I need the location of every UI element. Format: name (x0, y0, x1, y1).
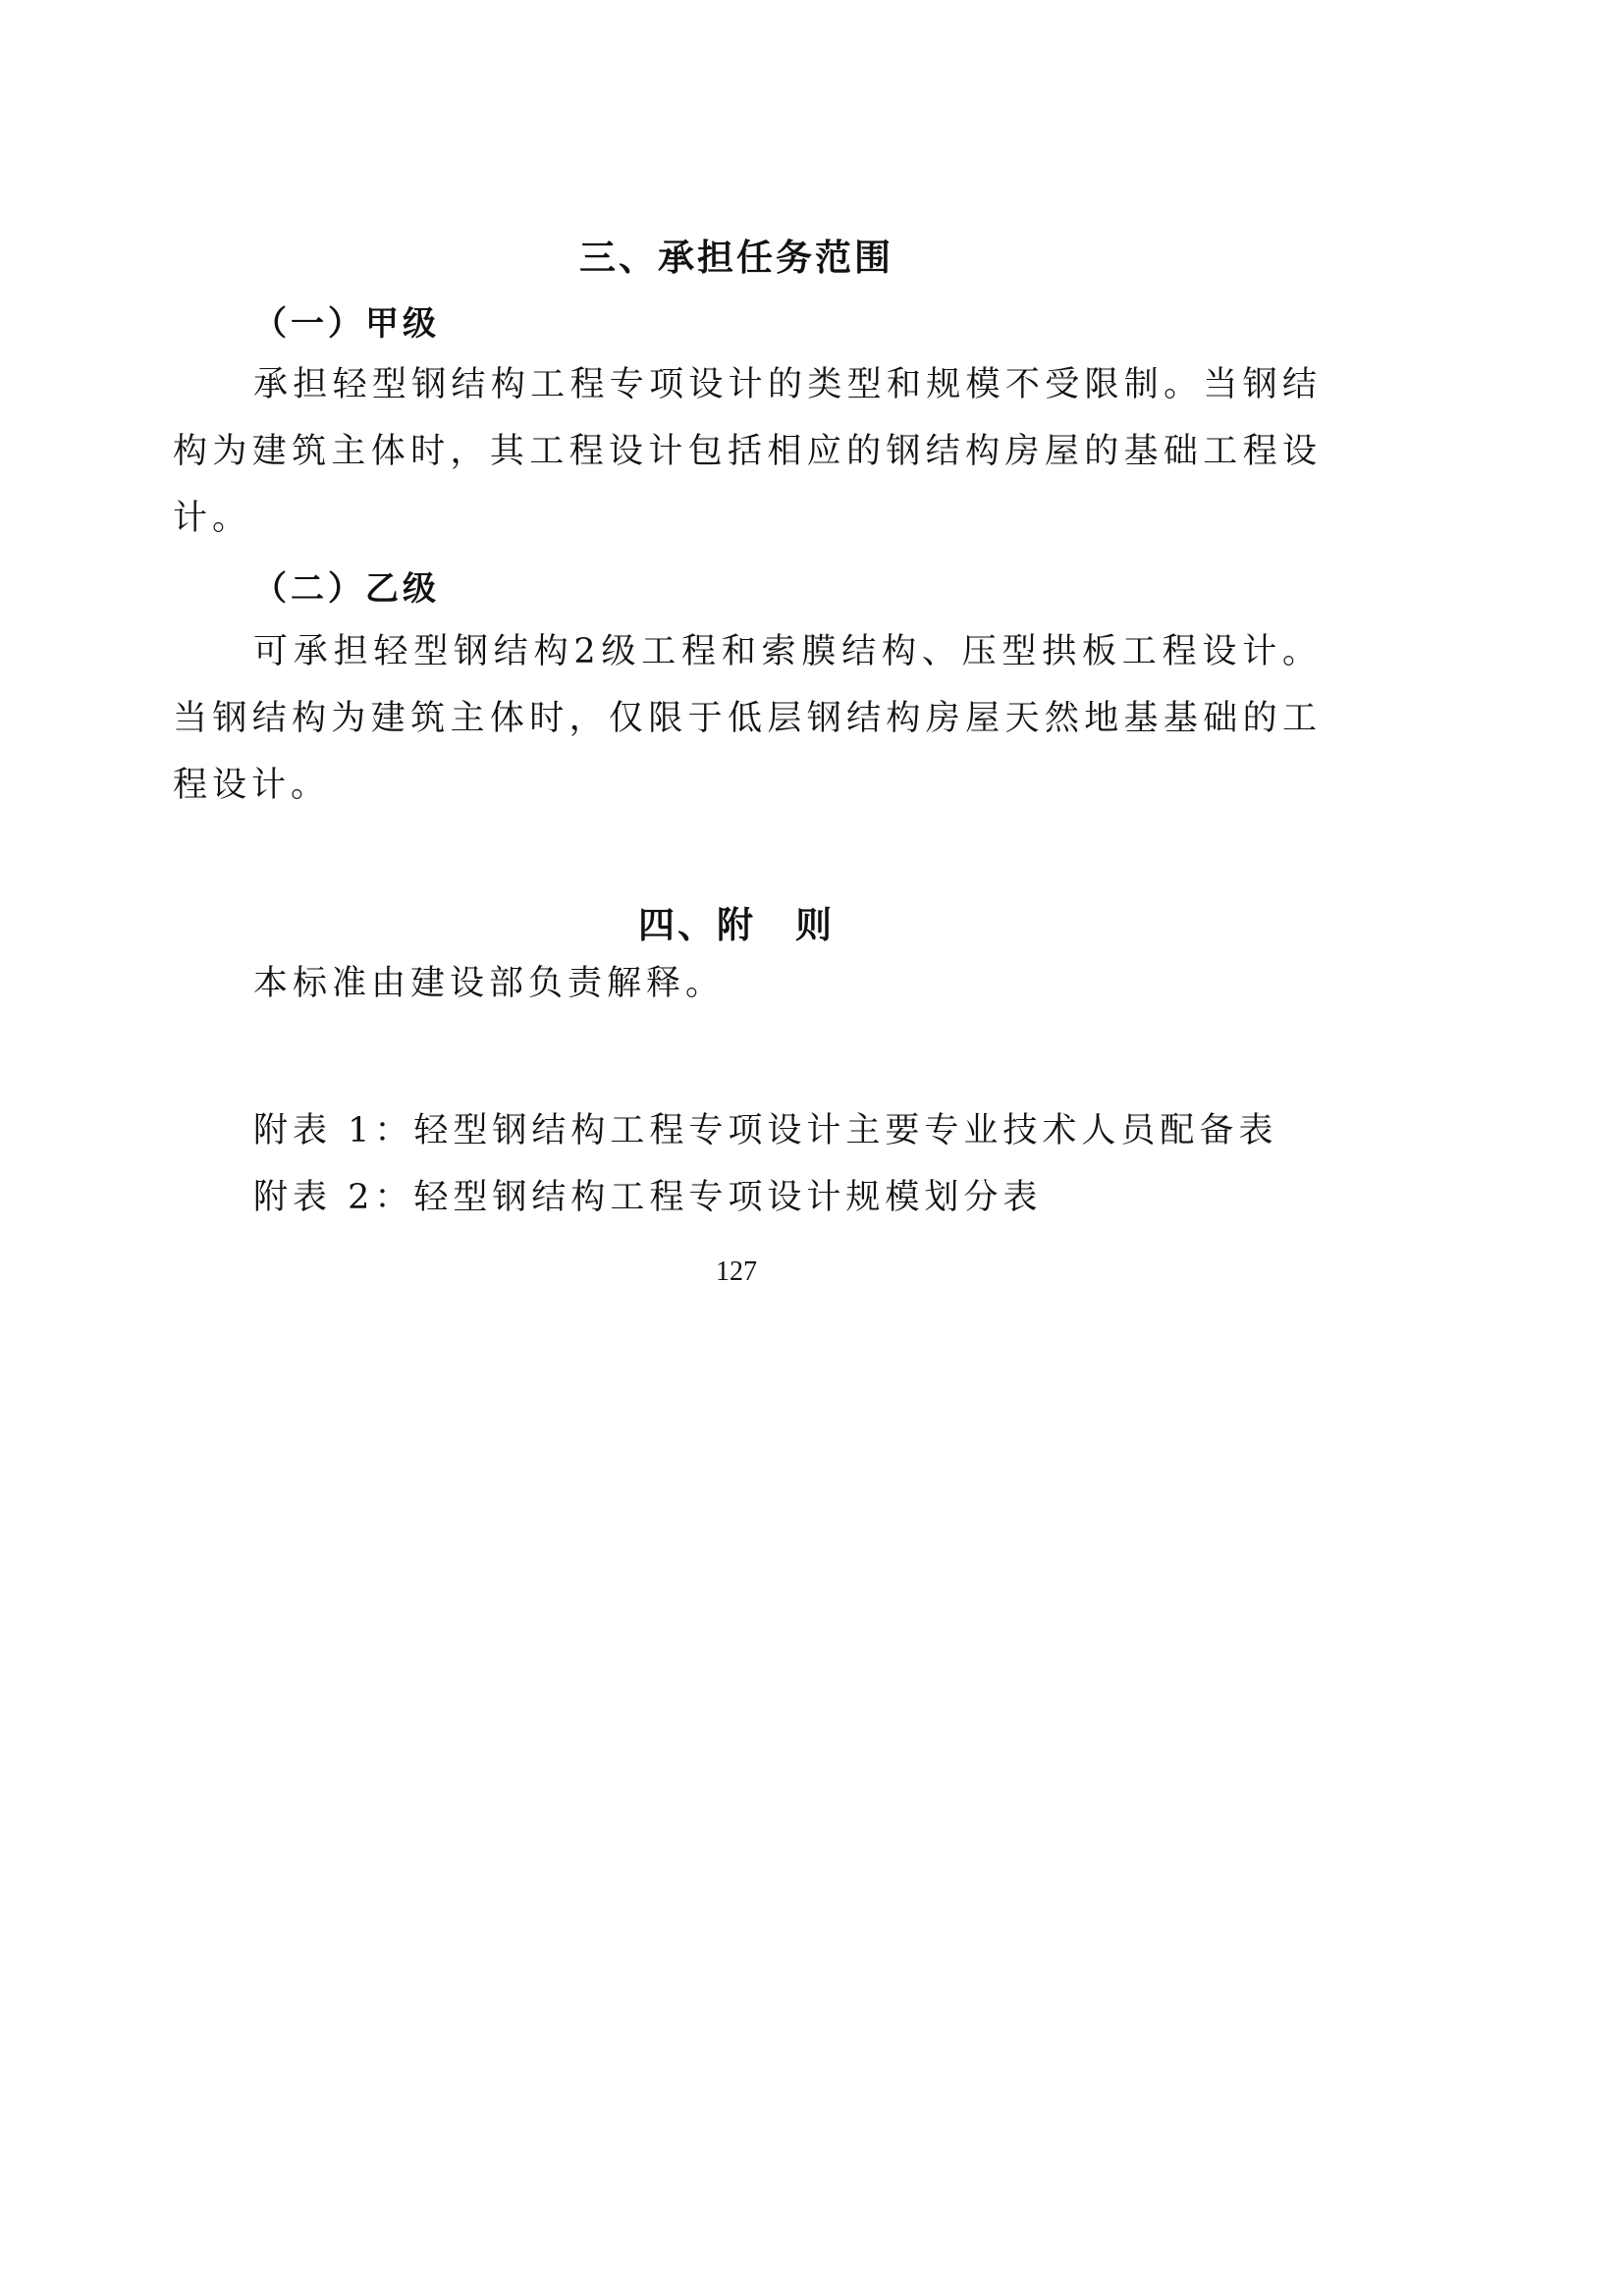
appendix-item-1: 附表 1：轻型钢结构工程专项设计主要专业技术人员配备表 (253, 1111, 1278, 1150)
supplementary-paragraph: 本标准由建设部负责解释。 (253, 964, 726, 1003)
grade-b-paragraph: 可承担轻型钢结构2级工程和索膜结构、压型拱板工程设计。当钢结构为建筑主体时，仅限于低层钢结构房屋天然地基基础的工程设计。 (173, 632, 1322, 805)
grade-b-heading: （二）乙级 (253, 569, 440, 609)
grade-a-heading: （一）甲级 (253, 304, 440, 344)
page-number: 127 (716, 1256, 757, 1287)
section-heading-supplementary: 四、附 则 (638, 904, 835, 946)
appendix-item-2: 附表 2：轻型钢结构工程专项设计规模划分表 (253, 1178, 1043, 1217)
grade-a-paragraph: 承担轻型钢结构工程专项设计的类型和规模不受限制。当钢结构为建筑主体时，其工程设计包括相应的钢结构房屋的基础工程设计。 (173, 365, 1322, 538)
section-heading-scope: 三、承担任务范围 (579, 237, 893, 279)
